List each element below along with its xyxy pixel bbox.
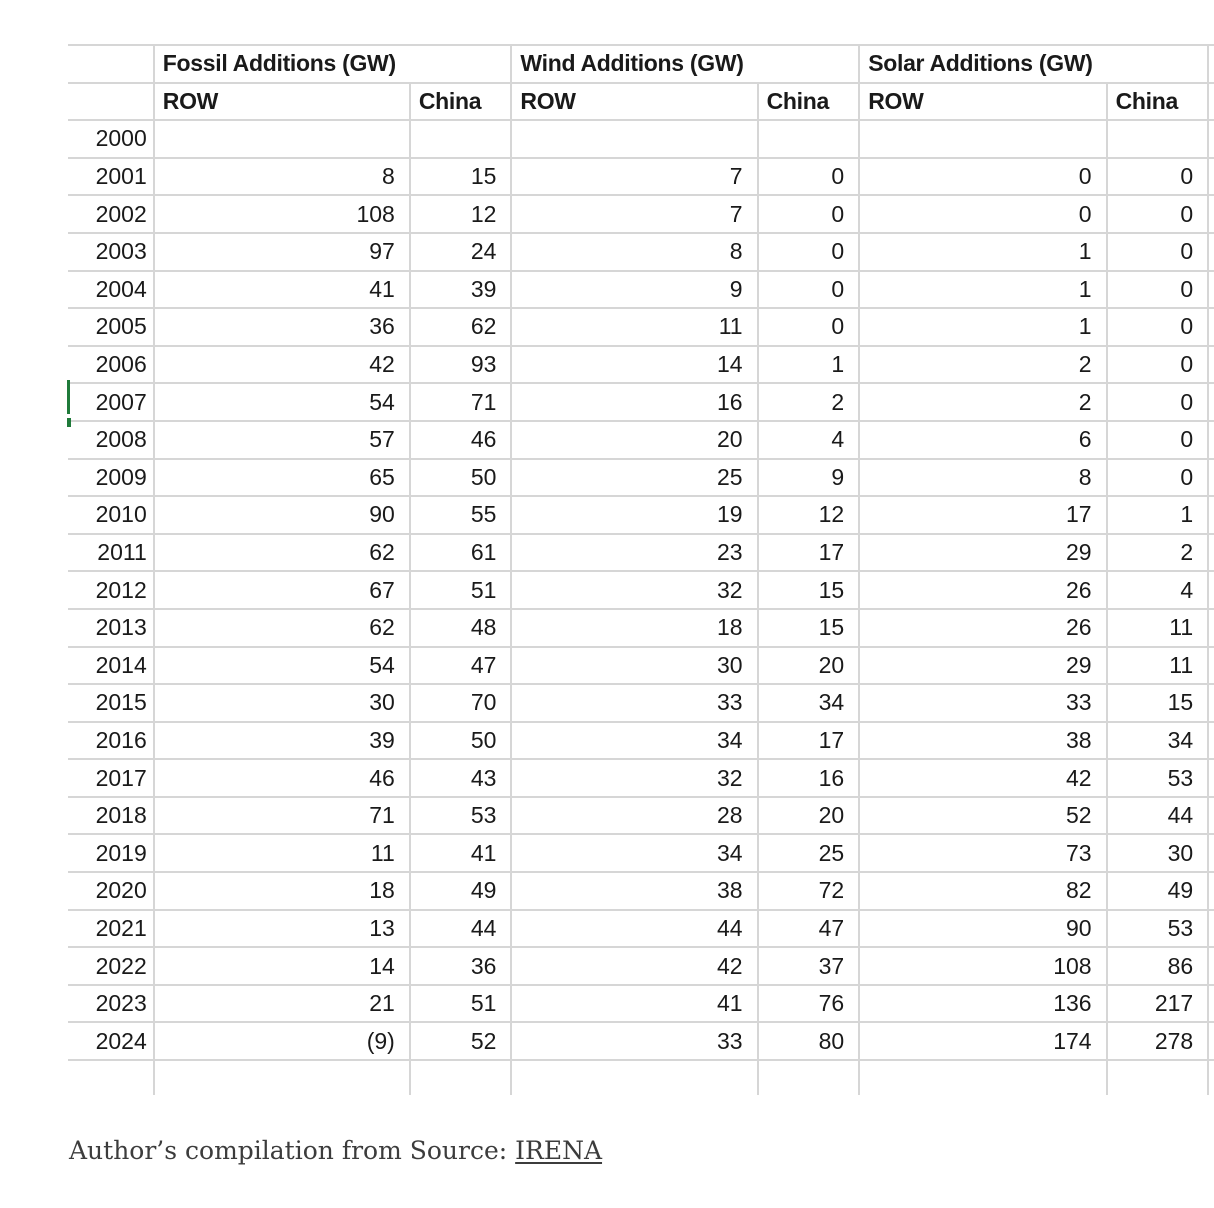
year-cell[interactable]: 2001 xyxy=(68,158,154,196)
cell-wind-china[interactable]: 15 xyxy=(758,609,860,647)
empty-cell[interactable] xyxy=(410,1060,512,1095)
cell-wind-china[interactable]: 80 xyxy=(758,1022,860,1060)
empty-cell[interactable] xyxy=(1107,1060,1209,1095)
table-row xyxy=(68,534,1214,572)
cell-solar-row[interactable]: 82 xyxy=(859,872,1106,910)
cell-wind-row[interactable]: 20 xyxy=(511,421,757,459)
cell-solar-row[interactable]: 52 xyxy=(859,797,1106,835)
cell-solar-china[interactable]: 0 xyxy=(1107,158,1209,196)
cell-solar-row[interactable]: 1 xyxy=(859,271,1106,309)
cell-wind-row[interactable]: 25 xyxy=(511,459,757,497)
cell-solar-row[interactable]: 136 xyxy=(859,985,1106,1023)
corner-cell[interactable] xyxy=(68,83,154,121)
cell-solar-china[interactable]: 34 xyxy=(1107,722,1209,760)
edge-cell xyxy=(1208,120,1214,158)
cell-solar-china[interactable]: 1 xyxy=(1107,496,1209,534)
cell-fossil-row[interactable]: 46 xyxy=(154,759,410,797)
cell-fossil-row[interactable]: 54 xyxy=(154,647,410,685)
cell-solar-china[interactable]: 2 xyxy=(1107,534,1209,572)
cell-solar-row[interactable]: 26 xyxy=(859,571,1106,609)
cell-fossil-row[interactable]: (9) xyxy=(154,1022,410,1060)
table-row xyxy=(68,120,1214,158)
table-row xyxy=(68,496,1214,534)
cell-wind-row[interactable]: 41 xyxy=(511,985,757,1023)
cell-fossil-china[interactable]: 51 xyxy=(410,985,512,1023)
edge-cell xyxy=(1208,308,1214,346)
cell-solar-row[interactable]: 6 xyxy=(859,421,1106,459)
cell-wind-row[interactable]: 30 xyxy=(511,647,757,685)
cell-wind-china[interactable]: 17 xyxy=(758,534,860,572)
header-filler-cell[interactable] xyxy=(1107,45,1209,83)
edge-cell xyxy=(1208,534,1214,572)
cell-wind-row[interactable]: 44 xyxy=(511,910,757,948)
year-cell[interactable]: 2007 xyxy=(68,383,154,421)
cell-fossil-china[interactable] xyxy=(410,120,512,158)
table-body xyxy=(68,120,1214,1095)
cell-fossil-row[interactable]: 97 xyxy=(154,233,410,271)
selection-fill-handle[interactable] xyxy=(67,418,71,427)
cell-wind-china[interactable]: 0 xyxy=(758,158,860,196)
cell-wind-china[interactable]: 0 xyxy=(758,308,860,346)
subheader-solar-row[interactable]: ROW xyxy=(859,83,1106,121)
edge-cell xyxy=(1208,421,1214,459)
cell-solar-row[interactable]: 29 xyxy=(859,647,1106,685)
cell-fossil-china[interactable]: 44 xyxy=(410,910,512,948)
year-cell[interactable]: 2024 xyxy=(68,1022,154,1060)
cell-wind-china[interactable]: 12 xyxy=(758,496,860,534)
year-cell[interactable]: 2016 xyxy=(68,722,154,760)
cell-solar-china[interactable]: 0 xyxy=(1107,459,1209,497)
year-cell[interactable]: 2010 xyxy=(68,496,154,534)
cell-wind-row[interactable]: 42 xyxy=(511,947,757,985)
year-cell[interactable]: 2006 xyxy=(68,346,154,384)
edge-cell xyxy=(1208,985,1214,1023)
table-row xyxy=(68,797,1214,835)
edge-cell xyxy=(1208,872,1214,910)
cell-wind-row[interactable]: 9 xyxy=(511,271,757,309)
cell-wind-china[interactable]: 20 xyxy=(758,797,860,835)
edge-cell xyxy=(1208,83,1214,121)
cell-wind-row[interactable]: 28 xyxy=(511,797,757,835)
cell-wind-row[interactable]: 7 xyxy=(511,158,757,196)
subheader-wind-row[interactable]: ROW xyxy=(511,83,757,121)
cell-solar-row[interactable]: 26 xyxy=(859,609,1106,647)
edge-cell xyxy=(1208,647,1214,685)
subheader-wind-china[interactable]: China xyxy=(758,83,860,121)
table-header xyxy=(68,45,1214,120)
subheader-fossil-china[interactable]: China xyxy=(410,83,512,121)
table-row xyxy=(68,308,1214,346)
cell-wind-china[interactable]: 2 xyxy=(758,383,860,421)
cell-wind-china[interactable]: 34 xyxy=(758,684,860,722)
empty-cell[interactable] xyxy=(859,1060,1106,1095)
cell-wind-china[interactable]: 0 xyxy=(758,271,860,309)
cell-wind-row[interactable]: 19 xyxy=(511,496,757,534)
edge-cell xyxy=(1208,346,1214,384)
cell-solar-china[interactable]: 53 xyxy=(1107,910,1209,948)
edge-cell xyxy=(1208,459,1214,497)
table-row xyxy=(68,571,1214,609)
year-cell[interactable]: 2003 xyxy=(68,233,154,271)
cell-wind-china[interactable]: 76 xyxy=(758,985,860,1023)
edge-cell xyxy=(1208,797,1214,835)
cell-wind-row[interactable]: 34 xyxy=(511,722,757,760)
cell-fossil-row[interactable]: 90 xyxy=(154,496,410,534)
cell-fossil-china[interactable]: 47 xyxy=(410,647,512,685)
header-filler-cell[interactable] xyxy=(758,45,860,83)
edge-cell xyxy=(1208,496,1214,534)
edge-cell xyxy=(1208,195,1214,233)
spreadsheet-table xyxy=(68,44,1214,1095)
cell-solar-row[interactable]: 1 xyxy=(859,233,1106,271)
cell-fossil-china[interactable]: 62 xyxy=(410,308,512,346)
cell-solar-china[interactable]: 0 xyxy=(1107,421,1209,459)
year-cell[interactable]: 2009 xyxy=(68,459,154,497)
cell-solar-row[interactable]: 29 xyxy=(859,534,1106,572)
year-cell[interactable]: 2005 xyxy=(68,308,154,346)
edge-cell xyxy=(1208,834,1214,872)
table-row xyxy=(68,421,1214,459)
cell-fossil-row[interactable]: 41 xyxy=(154,271,410,309)
cell-fossil-china[interactable]: 41 xyxy=(410,834,512,872)
cell-solar-row[interactable] xyxy=(859,120,1106,158)
cell-solar-china[interactable] xyxy=(1107,120,1209,158)
cell-wind-china[interactable]: 16 xyxy=(758,759,860,797)
table-row xyxy=(68,647,1214,685)
edge-cell xyxy=(1208,233,1214,271)
cell-solar-china[interactable]: 0 xyxy=(1107,383,1209,421)
subheader-solar-china[interactable]: China xyxy=(1107,83,1209,121)
cell-fossil-row[interactable]: 62 xyxy=(154,534,410,572)
cell-fossil-china[interactable]: 48 xyxy=(410,609,512,647)
cell-solar-row[interactable]: 174 xyxy=(859,1022,1106,1060)
cell-solar-row[interactable]: 2 xyxy=(859,346,1106,384)
cell-solar-china[interactable]: 0 xyxy=(1107,271,1209,309)
cell-wind-row[interactable]: 23 xyxy=(511,534,757,572)
cell-fossil-row[interactable]: 36 xyxy=(154,308,410,346)
cell-wind-row[interactable]: 8 xyxy=(511,233,757,271)
cell-wind-china[interactable]: 4 xyxy=(758,421,860,459)
cell-fossil-china[interactable]: 52 xyxy=(410,1022,512,1060)
cell-solar-row[interactable]: 42 xyxy=(859,759,1106,797)
cell-wind-row[interactable]: 33 xyxy=(511,684,757,722)
cell-wind-row[interactable]: 7 xyxy=(511,195,757,233)
cell-solar-row[interactable]: 8 xyxy=(859,459,1106,497)
cell-wind-row[interactable]: 16 xyxy=(511,383,757,421)
cell-fossil-row[interactable]: 18 xyxy=(154,872,410,910)
cell-fossil-china[interactable]: 15 xyxy=(410,158,512,196)
table-row xyxy=(68,684,1214,722)
year-cell[interactable]: 2019 xyxy=(68,834,154,872)
subheader-fossil-row[interactable]: ROW xyxy=(154,83,410,121)
cell-fossil-row[interactable]: 108 xyxy=(154,195,410,233)
cell-fossil-row[interactable]: 11 xyxy=(154,834,410,872)
table-row xyxy=(68,759,1214,797)
cell-wind-row[interactable] xyxy=(511,120,757,158)
edge-cell xyxy=(1208,383,1214,421)
cell-wind-china[interactable]: 72 xyxy=(758,872,860,910)
cell-solar-china[interactable]: 11 xyxy=(1107,647,1209,685)
group-header-solar[interactable]: Solar Additions (GW) xyxy=(859,45,1106,83)
table-row xyxy=(68,459,1214,497)
cell-fossil-row[interactable]: 21 xyxy=(154,985,410,1023)
year-cell[interactable]: 2008 xyxy=(68,421,154,459)
empty-cell[interactable] xyxy=(758,1060,860,1095)
cell-fossil-china[interactable]: 39 xyxy=(410,271,512,309)
cell-solar-china[interactable]: 49 xyxy=(1107,872,1209,910)
cell-wind-china[interactable]: 37 xyxy=(758,947,860,985)
cell-solar-row[interactable]: 2 xyxy=(859,383,1106,421)
cell-fossil-row[interactable]: 62 xyxy=(154,609,410,647)
empty-cell[interactable] xyxy=(68,1060,154,1095)
cell-wind-china[interactable]: 1 xyxy=(758,346,860,384)
cell-solar-china[interactable]: 217 xyxy=(1107,985,1209,1023)
cell-wind-china[interactable]: 20 xyxy=(758,647,860,685)
edge-cell xyxy=(1208,1022,1214,1060)
table-row xyxy=(68,834,1214,872)
year-cell[interactable]: 2015 xyxy=(68,684,154,722)
table-row xyxy=(68,158,1214,196)
year-cell[interactable]: 2022 xyxy=(68,947,154,985)
cell-fossil-china[interactable]: 53 xyxy=(410,797,512,835)
edge-cell xyxy=(1208,684,1214,722)
cell-solar-row[interactable]: 17 xyxy=(859,496,1106,534)
table-row xyxy=(68,383,1214,421)
cell-fossil-row[interactable]: 14 xyxy=(154,947,410,985)
cell-wind-row[interactable]: 38 xyxy=(511,872,757,910)
year-cell[interactable]: 2017 xyxy=(68,759,154,797)
cell-solar-china[interactable]: 4 xyxy=(1107,571,1209,609)
year-cell[interactable]: 2023 xyxy=(68,985,154,1023)
empty-cell[interactable] xyxy=(154,1060,410,1095)
cell-solar-row[interactable]: 1 xyxy=(859,308,1106,346)
table-row xyxy=(68,346,1214,384)
cell-wind-row[interactable]: 33 xyxy=(511,1022,757,1060)
cell-solar-china[interactable]: 30 xyxy=(1107,834,1209,872)
cell-wind-china[interactable]: 0 xyxy=(758,195,860,233)
cell-solar-china[interactable]: 44 xyxy=(1107,797,1209,835)
cell-wind-row[interactable]: 34 xyxy=(511,834,757,872)
cell-wind-china[interactable]: 0 xyxy=(758,233,860,271)
cell-wind-row[interactable]: 14 xyxy=(511,346,757,384)
edge-cell xyxy=(1208,759,1214,797)
cell-fossil-row[interactable]: 67 xyxy=(154,571,410,609)
empty-cell[interactable] xyxy=(511,1060,757,1095)
edge-cell xyxy=(1208,722,1214,760)
year-cell[interactable]: 2014 xyxy=(68,647,154,685)
cell-solar-row[interactable]: 108 xyxy=(859,947,1106,985)
cell-fossil-china[interactable]: 36 xyxy=(410,947,512,985)
cell-fossil-china[interactable]: 70 xyxy=(410,684,512,722)
table-row xyxy=(68,271,1214,309)
table-row xyxy=(68,872,1214,910)
cell-fossil-china[interactable]: 71 xyxy=(410,383,512,421)
cell-fossil-china[interactable]: 51 xyxy=(410,571,512,609)
cell-solar-china[interactable]: 0 xyxy=(1107,308,1209,346)
year-cell[interactable]: 2021 xyxy=(68,910,154,948)
year-cell[interactable]: 2020 xyxy=(68,872,154,910)
cell-wind-row[interactable]: 32 xyxy=(511,571,757,609)
year-cell[interactable]: 2002 xyxy=(68,195,154,233)
cell-solar-china[interactable]: 278 xyxy=(1107,1022,1209,1060)
cell-fossil-row[interactable] xyxy=(154,120,410,158)
cell-fossil-china[interactable]: 49 xyxy=(410,872,512,910)
year-cell[interactable]: 2012 xyxy=(68,571,154,609)
cell-solar-china[interactable]: 15 xyxy=(1107,684,1209,722)
edge-cell xyxy=(1208,1060,1214,1095)
cell-fossil-china[interactable]: 50 xyxy=(410,459,512,497)
table-row xyxy=(68,233,1214,271)
cell-wind-china[interactable]: 17 xyxy=(758,722,860,760)
cell-fossil-row[interactable]: 13 xyxy=(154,910,410,948)
year-cell[interactable]: 2000 xyxy=(68,120,154,158)
year-cell[interactable]: 2004 xyxy=(68,271,154,309)
source-caption xyxy=(69,1136,602,1165)
cell-solar-row[interactable]: 33 xyxy=(859,684,1106,722)
cell-fossil-row[interactable]: 54 xyxy=(154,383,410,421)
cell-fossil-row[interactable]: 65 xyxy=(154,459,410,497)
cell-solar-row[interactable]: 90 xyxy=(859,910,1106,948)
irena-link[interactable]: IRENA xyxy=(515,1136,603,1165)
cell-solar-row[interactable]: 38 xyxy=(859,722,1106,760)
cell-fossil-china[interactable]: 55 xyxy=(410,496,512,534)
cell-solar-china[interactable]: 53 xyxy=(1107,759,1209,797)
selection-cursor xyxy=(67,380,70,414)
cell-solar-row[interactable]: 73 xyxy=(859,834,1106,872)
cell-wind-china[interactable]: 9 xyxy=(758,459,860,497)
edge-cell xyxy=(1208,271,1214,309)
table-row xyxy=(68,722,1214,760)
year-cell[interactable]: 2018 xyxy=(68,797,154,835)
edge-cell xyxy=(1208,571,1214,609)
table-row xyxy=(68,985,1214,1023)
cell-wind-china[interactable] xyxy=(758,120,860,158)
cell-fossil-row[interactable]: 39 xyxy=(154,722,410,760)
cell-wind-china[interactable]: 47 xyxy=(758,910,860,948)
year-cell[interactable]: 2013 xyxy=(68,609,154,647)
header-filler-cell[interactable] xyxy=(410,45,512,83)
cell-fossil-row[interactable]: 71 xyxy=(154,797,410,835)
cell-fossil-row[interactable]: 42 xyxy=(154,346,410,384)
group-header-wind[interactable]: Wind Additions (GW) xyxy=(511,45,757,83)
corner-cell[interactable] xyxy=(68,45,154,83)
cell-fossil-row[interactable]: 30 xyxy=(154,684,410,722)
table-row xyxy=(68,195,1214,233)
cell-fossil-china[interactable]: 24 xyxy=(410,233,512,271)
cell-solar-row[interactable]: 0 xyxy=(859,195,1106,233)
cell-wind-china[interactable]: 15 xyxy=(758,571,860,609)
group-header-fossil[interactable]: Fossil Additions (GW) xyxy=(154,45,410,83)
edge-cell xyxy=(1208,45,1214,83)
empty-row xyxy=(68,1060,1214,1095)
cell-solar-china[interactable]: 11 xyxy=(1107,609,1209,647)
cell-solar-china[interactable]: 0 xyxy=(1107,346,1209,384)
sub-header-row xyxy=(68,83,1214,121)
table-row xyxy=(68,1022,1214,1060)
table-row xyxy=(68,609,1214,647)
edge-cell xyxy=(1208,947,1214,985)
cell-fossil-row[interactable]: 57 xyxy=(154,421,410,459)
table-row xyxy=(68,910,1214,948)
edge-cell xyxy=(1208,910,1214,948)
cell-wind-row[interactable]: 11 xyxy=(511,308,757,346)
cell-fossil-row[interactable]: 8 xyxy=(154,158,410,196)
group-header-row xyxy=(68,45,1214,83)
edge-cell xyxy=(1208,609,1214,647)
cell-solar-row[interactable]: 0 xyxy=(859,158,1106,196)
cell-wind-row[interactable]: 32 xyxy=(511,759,757,797)
cell-fossil-china[interactable]: 61 xyxy=(410,534,512,572)
cell-wind-china[interactable]: 25 xyxy=(758,834,860,872)
cell-fossil-china[interactable]: 50 xyxy=(410,722,512,760)
cell-solar-china[interactable]: 86 xyxy=(1107,947,1209,985)
year-cell[interactable]: 2011 xyxy=(68,534,154,572)
cell-solar-china[interactable]: 0 xyxy=(1107,233,1209,271)
cell-wind-row[interactable]: 18 xyxy=(511,609,757,647)
edge-cell xyxy=(1208,158,1214,196)
cell-solar-china[interactable]: 0 xyxy=(1107,195,1209,233)
cell-fossil-china[interactable]: 12 xyxy=(410,195,512,233)
cell-fossil-china[interactable]: 93 xyxy=(410,346,512,384)
caption-text: Author’s compilation from Source: xyxy=(69,1136,516,1165)
cell-fossil-china[interactable]: 43 xyxy=(410,759,512,797)
cell-fossil-china[interactable]: 46 xyxy=(410,421,512,459)
table-row xyxy=(68,947,1214,985)
